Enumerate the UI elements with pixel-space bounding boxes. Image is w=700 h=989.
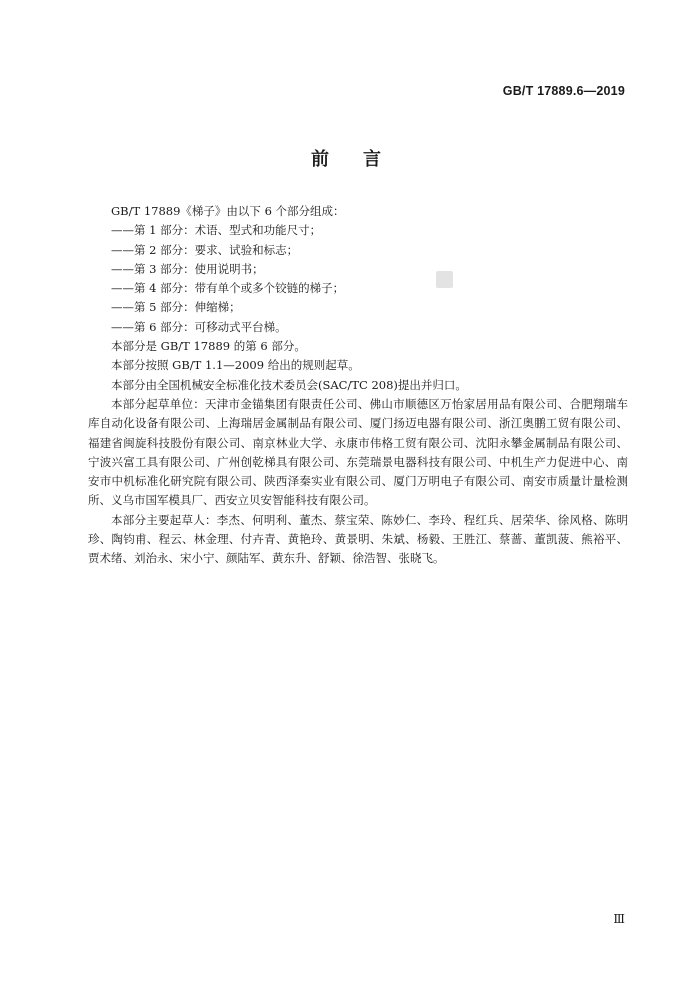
part-item-3: ——第 3 部分：使用说明书；	[111, 261, 264, 276]
part-item-6: ——第 6 部分：可移动式平台梯。	[111, 319, 287, 334]
part-item-5: ——第 5 部分：伸缩梯；	[111, 300, 241, 315]
part-item-1: ——第 1 部分：术语、型式和功能尺寸；	[111, 223, 322, 238]
statement-drafting-rules: 本部分按照 GB/T 1.1—2009 给出的规则起草。	[111, 358, 360, 373]
drafting-units-paragraph: 本部分起草单位：天津市金锚集团有限责任公司、佛山市顺德区万怡家居用品有限公司、合肥翔瑞车库自动化设备有限公司、上海瑞居金属制品有限公司、厦门扬迈电器有限公司、浙江奥鹏工贸有限公司、福建省闽旋科技股份有限公司、南京林业大学、永康市伟格工贸有限公司、沈阳永攀金属制品有限公司、宁波兴富工具有限公司、广州创乾梯具有限公司、东莞瑞景电器科技有限公司、中机生产力促进中心、南安市中机标准化研究院有限公司、陕西泽秦实业有限公司、厦门万明电子有限公司、南安市质量计量检测所、义乌市国军模具厂、西安立贝安智能科技有限公司。	[88, 396, 628, 508]
page-title: 前 言	[311, 149, 389, 170]
document-code: GB/T 17889.6—2019	[502, 84, 625, 98]
page-number: Ⅲ	[613, 912, 625, 926]
statement-part-number: 本部分是 GB/T 17889 的第 6 部分。	[111, 339, 306, 354]
statement-committee: 本部分由全国机械安全标准化技术委员会(SAC/TC 208)提出并归口。	[111, 377, 467, 392]
document-body	[88, 202, 628, 569]
part-item-4: ——第 4 部分：带有单个或多个铰链的梯子；	[111, 281, 345, 296]
intro-line: GB/T 17889《梯子》由以下 6 个部分组成：	[111, 204, 345, 218]
drafters-paragraph: 本部分主要起草人：李杰、何明利、董杰、蔡宝荣、陈妙仁、李玲、程红兵、居荣华、徐风格、陈明珍、陶钧甫、程云、林金理、付卉青、黄艳玲、黄景明、朱斌、杨毅、王胜江、蔡蔷、董凯菠、熊裕平、贾术绪、刘治永、宋小宁、颜陆军、黄东升、舒颖、徐浩智、张晓飞。	[88, 512, 628, 566]
part-item-2: ——第 2 部分：要求、试验和标志；	[111, 242, 299, 257]
